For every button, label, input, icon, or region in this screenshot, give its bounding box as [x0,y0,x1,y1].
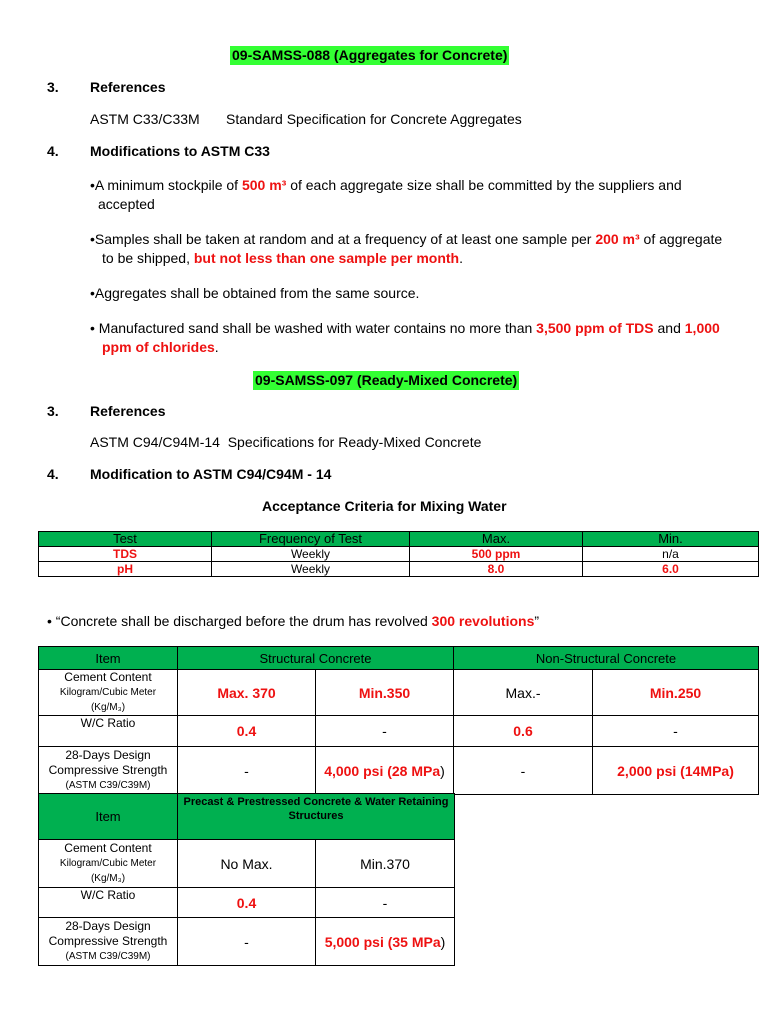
section-title-ready-mixed: 09-SAMSS-097 (Ready-Mixed Concrete) [255,372,518,388]
row-label-cement-content [39,670,178,716]
table-cell: 0.4 [178,888,316,918]
table-cell: 2,000 psi (14MPa) [593,747,759,795]
row-label-wc-ratio: W/C Ratio [39,716,178,747]
mixing-water-table [38,531,759,577]
label-line: Cement Content [64,841,152,855]
highlight-value: 300 revolutions [431,613,535,629]
column-header: Max. [410,532,583,547]
reference-line: ASTM C94/C94M-14 Specifications for Ready-Mixed Concrete [90,434,482,450]
section-number: 4. [47,466,59,482]
table-cell: TDS [39,547,212,562]
table-row [39,840,455,888]
reference-code: ASTM C33/C33M [90,111,200,127]
label-line: (ASTM C39/C39M) [65,951,151,962]
bullet-text: . [214,339,219,355]
column-header: Test [39,532,212,547]
cell-value: ) [440,933,446,950]
row-label-wc-ratio: W/C Ratio [39,888,178,918]
highlight-value: 1,000 [684,320,720,336]
table-cell: 6.0 [583,562,759,577]
section-title-aggregates: 09-SAMSS-088 (Aggregates for Concrete) [232,47,508,63]
table-cell: n/a [583,547,759,562]
highlight-value: but not less than one sample per month [193,250,460,266]
bullet-text: and [653,320,685,336]
column-header-structural: Structural Concrete [178,647,454,670]
column-header-item: Item [39,647,178,670]
note-text: • “Concrete shall be discharged before the drum has revolved [47,613,432,629]
table-cell: Max. 370 [178,670,316,716]
table-cell: Min.350 [316,670,454,716]
reference-description: Standard Specification for Concrete Aggregates [226,111,522,127]
mixing-water-table-title: Acceptance Criteria for Mixing Water [262,498,507,514]
table-header-row [39,794,455,840]
table-cell: - [316,888,455,918]
column-header: Frequency of Test [212,532,410,547]
table-row [39,918,455,966]
column-header: Min. [583,532,759,547]
table-header-row [39,532,759,547]
table-row [39,716,759,747]
label-line: Kilogram/Cubic Meter [59,858,157,869]
table-cell: - [454,747,593,795]
bullet-text: •Samples shall be taken at random and at a frequency of at least one sample per [90,231,596,247]
row-label-cement-content [39,840,178,888]
table-header-row [39,647,759,670]
references-heading: References [90,403,166,419]
table-cell: 8.0 [410,562,583,577]
table-cell: - [593,716,759,747]
modifications-heading: Modifications to ASTM C33 [90,143,270,159]
cell-value: 4,000 psi (28 MPa [324,762,441,779]
table-cell: Min.250 [593,670,759,716]
table-row [39,888,455,918]
row-label-compressive-strength [39,918,178,966]
bullet-text: . [459,250,463,266]
section-number: 3. [47,403,59,419]
section-number: 3. [47,79,59,95]
label-line: Cement Content [64,670,152,684]
references-heading: References [90,79,166,95]
table-cell: pH [39,562,212,577]
bullet-samples [90,230,760,268]
bullet-text: •A minimum stockpile of [90,177,242,193]
column-header-item: Item [39,794,178,840]
note-text: ” [534,613,540,629]
drum-revolution-note [47,612,539,631]
table-cell: Max.- [454,670,593,716]
label-line: 28-Days Design [65,919,151,933]
precast-requirements-table [38,793,455,966]
highlight-value: 500 m³ [241,177,287,193]
highlight-value: 200 m³ [595,231,640,247]
section-number: 4. [47,143,59,159]
table-cell [316,918,455,966]
bullet-text: of each aggregate size shall be committed by the suppliers and [286,177,682,193]
bullet-stockpile [90,176,750,214]
table-row [39,547,759,562]
table-cell: - [178,918,316,966]
label-line: (ASTM C39/C39M) [65,780,151,791]
label-line: Compressive Strength [48,763,168,777]
table-cell: - [316,716,454,747]
table-cell: No Max. [178,840,316,888]
bullet-text: accepted [98,196,155,212]
bullet-text: to be shipped, [102,250,194,266]
column-header-nonstructural: Non-Structural Concrete [454,647,759,670]
bullet-manufactured-sand [90,319,760,357]
table-cell [316,747,454,795]
table-row [39,747,759,795]
highlight-value: ppm of chlorides [102,339,215,355]
table-cell: 500 ppm [410,547,583,562]
bullet-text: of aggregate [639,231,723,247]
cell-value: ) [440,762,445,779]
table-row [39,670,759,716]
table-cell: Weekly [212,547,410,562]
label-line: Kilogram/Cubic Meter [59,687,157,698]
highlight-value: 3,500 ppm of TDS [536,320,654,336]
column-header-precast: Precast & Prestressed Concrete & Water Retaining Structures [178,794,455,840]
cell-value: 5,000 psi (35 MPa [324,933,441,950]
label-line: (Kg/M₃) [90,702,126,713]
table-cell: Weekly [212,562,410,577]
bullet-source: •Aggregates shall be obtained from the same source. [90,285,420,301]
table-cell: 0.6 [454,716,593,747]
row-label-compressive-strength [39,747,178,795]
concrete-requirements-table [38,646,759,795]
table-cell: Min.370 [316,840,455,888]
label-line: 28-Days Design [65,748,151,762]
bullet-text: • Manufactured sand shall be washed with water contains no more than [90,320,537,336]
modification-heading: Modification to ASTM C94/C94M - 14 [90,466,332,482]
table-cell: 0.4 [178,716,316,747]
table-row [39,562,759,577]
label-line: (Kg/M₃) [90,873,126,884]
table-cell: - [178,747,316,795]
label-line: Compressive Strength [48,934,168,948]
